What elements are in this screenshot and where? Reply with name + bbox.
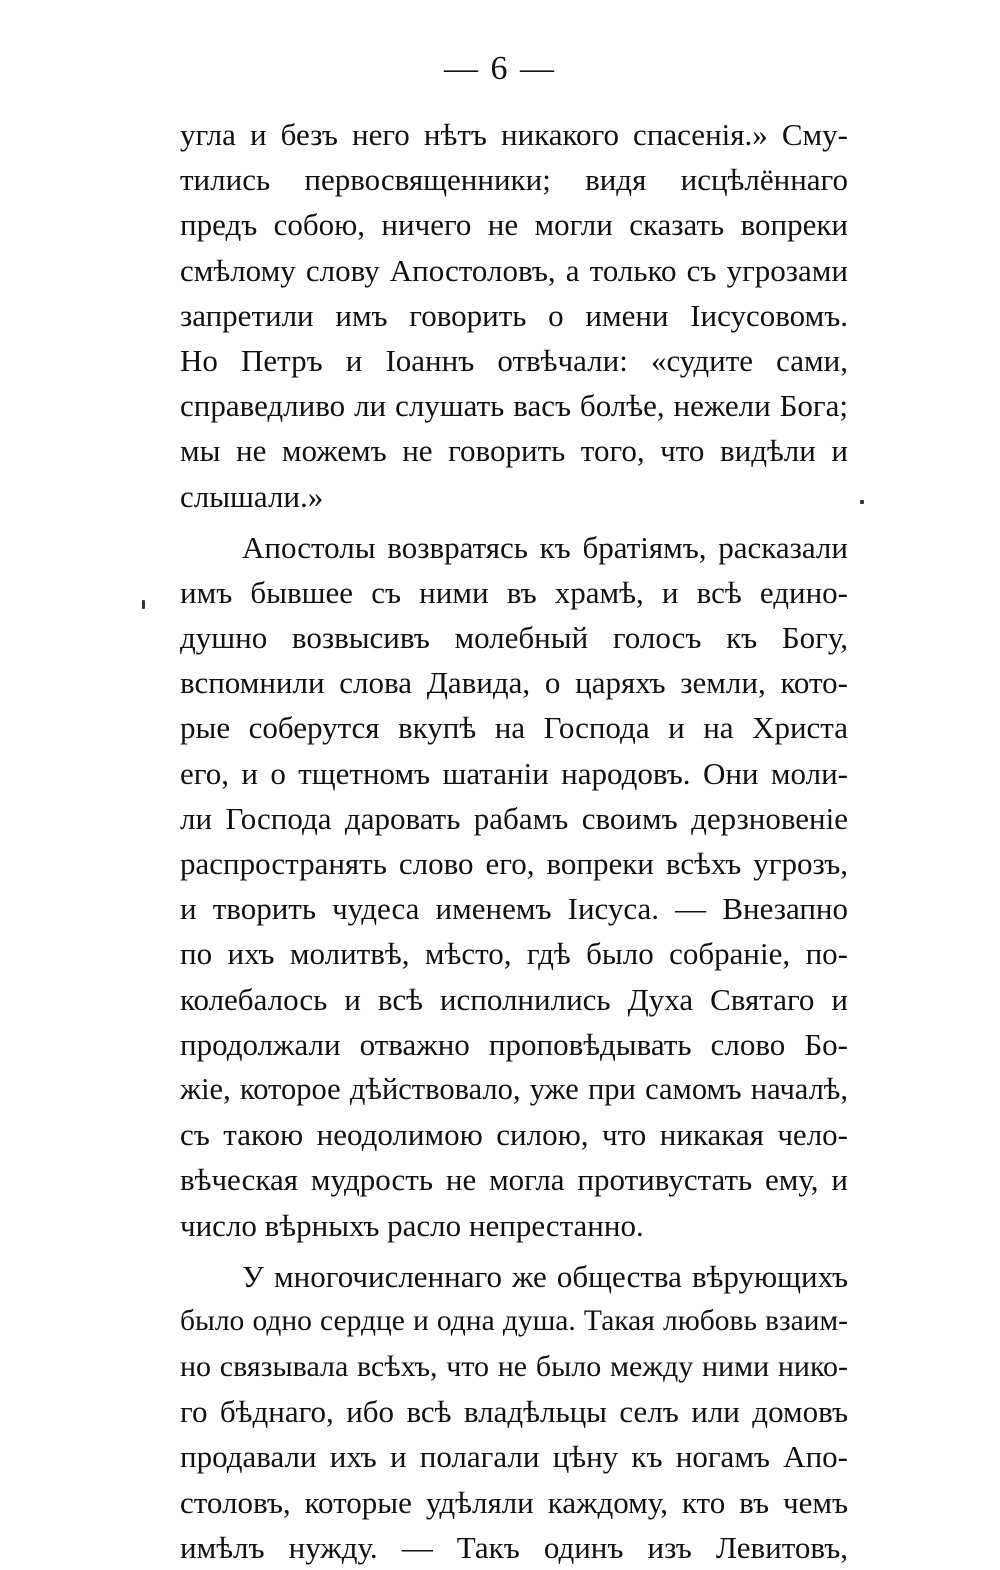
text-line: справедливо ли слушать васъ болѣе, нежели Бога; [180,388,848,424]
text-line: Апостолы возвратясь къ братіямъ, расказали [242,529,848,565]
text-line: его, и о тщетномъ шатаніи народовъ. Они моли- [180,755,848,791]
text-line: жіе, которое дѣйствовало, уже при самомъ началѣ, [180,1071,848,1106]
text-line: продавали ихъ и полагали цѣну къ ногамъ Апо- [180,1439,848,1475]
text-line: было одно сердце и одна душа. Такая любовь взаим- [180,1304,848,1337]
text-line: предъ собою, ничего не могли сказать вопреки [180,207,848,243]
text-line: вспомнили слова Давида, о царяхъ земли, кото- [180,665,848,701]
text-line: го бѣднаго, ибо всѣ владѣльцы селъ или домовъ [180,1394,848,1430]
text-line: слышали.» [180,478,324,514]
text-line: угла и безъ него нѣтъ никакого спасенія.» Сму- [180,117,848,152]
body-text [180,112,848,1570]
text-line: ли Господа даровать рабамъ своимъ дерзновеніе [180,800,848,836]
page-number: — 6 — [444,50,556,87]
text-line: смѣлому слову Апостоловъ, а только съ угрозами [180,252,848,288]
text-line: продолжали отважно проповѣдывать слово Бо- [180,1026,848,1062]
text-line: столовъ, которые удѣляли каждому, кто въ чемъ [180,1484,848,1520]
text-line: тились первосвященники; видя исцѣлённаго [180,162,848,198]
text-line: имъ бывшее съ ними въ храмѣ, и всѣ едино- [180,574,848,610]
text-line: рые соберутся вкупѣ на Господа и на Христа [180,710,848,746]
text-line: У многочисленнаго же общества вѣрующихъ [242,1258,848,1294]
paragraph [180,525,848,1248]
text-line: вѣческая мудрость не могла противустать ему, и [180,1162,848,1198]
text-line: съ такою неодолимою силою, что никакая чело- [180,1117,848,1153]
text-line: душно возвысивъ молебный голосъ къ Богу, [180,620,848,656]
text-line: и творить чудеса именемъ Іисуса. — Внезапно [180,891,848,927]
text-line: имѣлъ нужду. — Такъ одинъ изъ Левитовъ, [180,1529,848,1565]
text-line: Но Петръ и Іоаннъ отвѣчали: «судите сами, [180,342,848,378]
text-line: запретили имъ говорить о имени Іисусовомъ. [180,297,848,333]
paragraph [180,1254,848,1570]
text-line: по ихъ молитвѣ, мѣсто, гдѣ было собраніе, по- [180,936,848,972]
print-speck [860,500,864,504]
text-line: колебалось и всѣ исполнились Духа Святаго и [180,981,848,1017]
text-line: но связывала всѣхъ, что не было между ними нико- [180,1350,848,1384]
print-speck [142,600,145,609]
text-line: распространять слово его, вопреки всѣхъ угрозъ, [180,846,848,881]
text-line: мы не можемъ не говорить того, что видѣли и [180,433,848,469]
text-line: число вѣрныхъ расло непрестанно. [180,1207,644,1243]
paragraph [180,112,848,519]
